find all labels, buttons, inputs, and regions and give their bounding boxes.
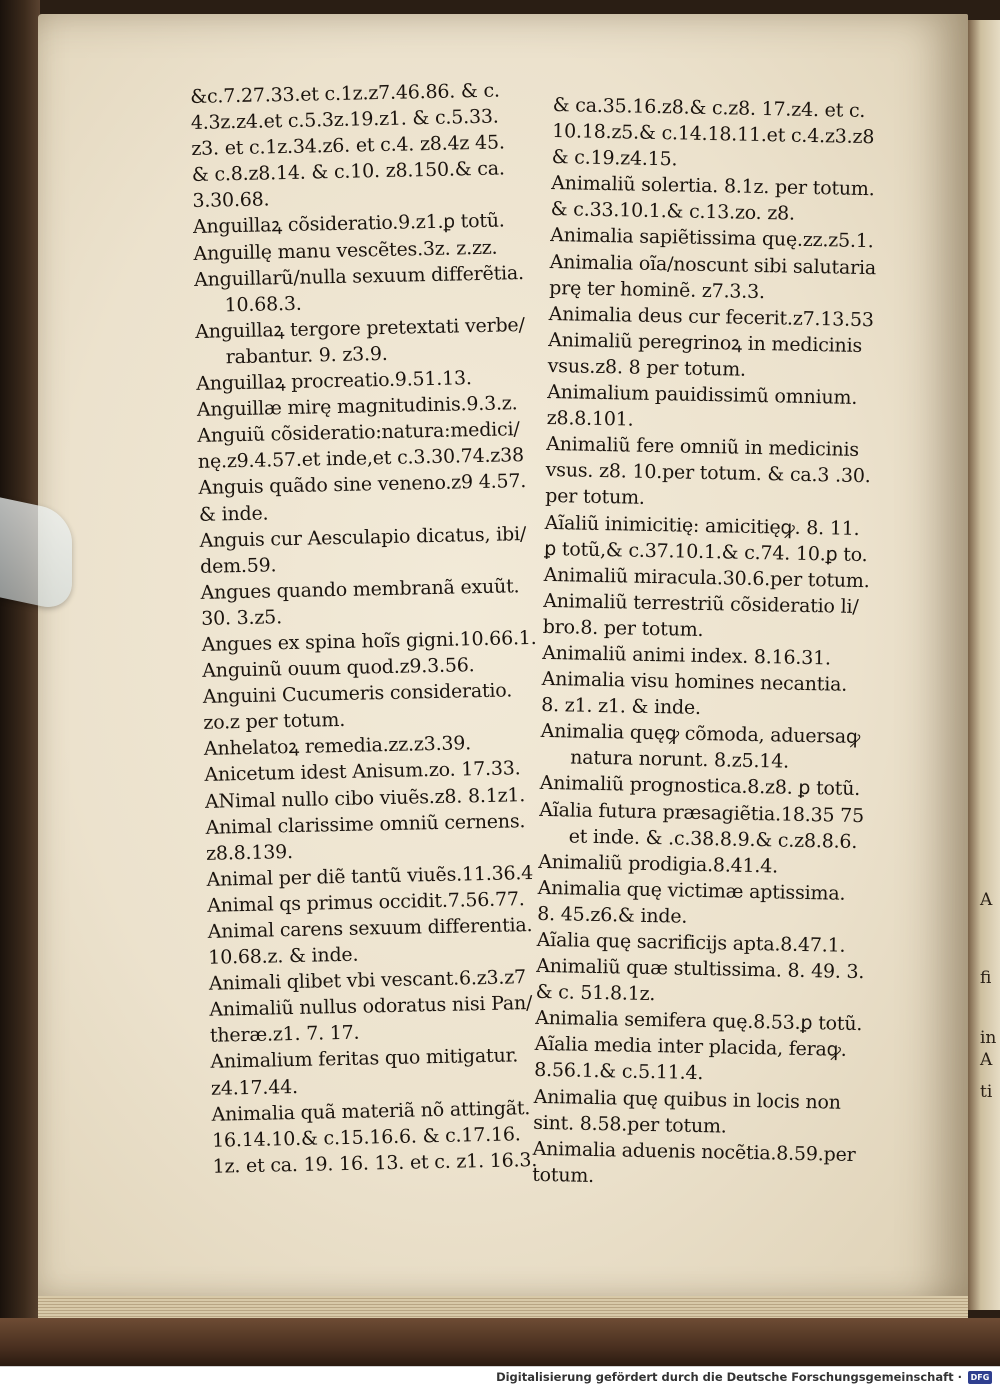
index-entry-line: Animaliũ terrestriũ cõsideratio li/ [543,589,859,618]
index-entry-line: dem.59. [199,553,277,578]
index-entry-line: z8.8.139. [205,840,294,865]
index-entry-line: Animalia quã materiã nõ attingãt. [211,1096,531,1126]
facing-page-fragment: fi [980,968,992,988]
funding-credit: Digitalisierung gefördert durch die Deutsche Forschungsgemeinschaft · [496,1370,962,1384]
digitization-footer [0,1366,1000,1389]
index-entry-line: Animaliũ solertia. 8.1z. per totum. [551,172,875,201]
index-entry-line: Animaliũ prodigia.8.41.4. [538,850,779,878]
index-entry-line: & inde. [198,501,269,526]
index-entry-line: vsus. z8. 10.per totum. & ca.3 .30. [545,459,871,488]
index-entry-line: Animalia semifera quę.8.53.ꝑ totũ. [535,1007,863,1036]
index-entry-line: Animal qs primus occidit.7.56.77. [206,888,525,917]
index-entry-line: Anguini Cucumeris consideratio. [202,679,513,709]
index-entry-line: Anguinũ ouum quod.z9.3.56. [202,654,475,682]
index-entry-line: Anguillaꝝ cõsideratio.9.z1.ꝑ totũ. [192,209,505,239]
index-entry-line: Animaliũ prognostica.8.z8. ꝑ totũ. [539,772,861,801]
index-entry-line: z8.8.101. [546,407,634,431]
facing-page-fragment: A [980,1050,993,1070]
index-entry-line: Anguillę manu vescẽtes.3z. z.zz. [193,236,498,265]
index-entry-line: Anguiũ cõsideratio:natura:medici/ [197,418,520,448]
index-entry-line: Aĩalia quę sacrificijs apta.8.47.1. [536,928,846,957]
index-entry-line: Animalia quęꝙ cõmoda, aduersaꝙ [540,720,861,749]
index-entry-line: Animaliũ peregrinoꝝ in medicinis [548,328,863,357]
index-entry-line: zo.z per totum. [203,709,346,735]
index-entry-line: Anhelatoꝝ remedia.zz.z3.39. [203,732,472,761]
index-entry-line: Animalia sapiẽtissima quę.zz.z5.1. [550,224,874,253]
index-entry-line: 10.68.z. & inde. [208,943,359,969]
index-entry-line: z3. et c.1z.34.z6. et c.4. z8.4z 45. [191,131,505,161]
index-entry-line: vsus.z8. 8 per totum. [547,354,747,381]
index-entry-line: 8. 45.z6.& inde. [537,902,688,928]
index-column-left [190,76,578,1179]
index-entry-line: Anicetum idest Anisum.zo. 17.33. [204,757,521,787]
index-entry-line: &c.7.27.33.et c.1z.z7.46.86. & c. [190,79,500,108]
index-entry-line: Animalia aduenis nocẽtia.8.59.per [532,1137,856,1166]
index-entry-line: Animalia deus cur fecerit.z7.13.53 [548,302,874,331]
index-entry-line: prę ter hominẽ. z7.3.3. [549,276,766,303]
page-edges [38,1296,968,1318]
index-entry-line: Anguis quãdo sine veneno.z9 4.57. [198,470,527,500]
index-entry-line: Anguillaꝝ tergore pretextati verbe/ [194,313,525,343]
index-entry-line: Animalia quę victimæ aptissima. [537,876,846,905]
facing-page-fragment: in [980,1028,997,1048]
index-entry-line: & c.8.z8.14. & c.10. z8.150.& ca. [191,157,505,187]
index-entry-line: Angues ex spina hoĩs gigni.10.66.1. [201,626,537,656]
index-entry-line: per totum. [545,485,645,510]
index-entry-line: sint. 8.58.per totum. [533,1111,727,1138]
index-entry-line: Aĩalia media inter placida, feraꝙ. [534,1033,847,1062]
index-entry-line: Animal per diẽ tantũ viuẽs.11.36.4 [206,861,534,891]
facing-page-strip [968,20,1000,1310]
index-entry-line: 16.14.10.& c.15.16.6. & c.17.16. [211,1123,521,1152]
index-entry-line: Angues quando membranã exuũt. [200,574,520,604]
index-entry-line: theræ.z1. 7. 17. [209,1022,360,1048]
index-entry-line: & ca.35.16.z8.& c.z8. 17.z4. et c. [552,93,866,122]
binding-bottom-edge [0,1318,1000,1366]
index-entry-line: Aĩaliũ inimicitię: amicitięꝙ. 8. 11. [544,511,860,540]
index-entry-line: Animaliũ nullus odoratus nisi Pan/ [209,992,533,1022]
index-entry-line: Aĩalia futura præsagiẽtia.18.35 75 [539,798,865,827]
index-entry-line: & c. 51.8.1z. [535,981,656,1006]
index-entry-line: Animalium pauidissimũ omnium. [547,380,858,409]
index-entry-line: ꝑ totũ,& c.37.10.1.& c.74. 10.ꝑ to. [544,537,868,566]
binding-left-edge [0,0,40,1366]
index-entry-line: Animalia quę quibus in locis non [533,1085,842,1114]
index-entry-line: rabantur. 9. z3.9. [225,342,388,369]
index-entry-line: ANimal nullo cibo viuẽs.z8. 8.1z1. [204,783,526,813]
index-entry-line: totum. [532,1163,595,1187]
index-entry-line: 8. z1. z1. & inde. [541,694,702,720]
index-entry-line: Animalia oĩa/noscunt sibi salutaria [549,250,877,279]
index-entry-line: 30. 3.z5. [200,606,283,630]
index-entry-line: 1z. et ca. 19. 16. 13. et c. z1. 16.3. [212,1148,538,1178]
index-entry-line: Animaliũ animi index. 8.16.31. [542,641,832,670]
index-entry-line: 4.3z.z4.et c.5.3z.19.z1. & c.5.33. [190,105,499,135]
index-entry-line: Anguillarũ/nulla sexuum differẽtia. [193,261,525,291]
index-entry-line: 8.56.1.& c.5.11.4. [534,1059,704,1085]
index-entry-line: natura norunt. 8.z5.14. [570,746,790,773]
index-entry-line: Anguis cur Aesculapio dicatus, ibi/ [199,522,527,552]
index-entry-line: Animal carens sexuum differentia. [207,914,533,943]
index-entry-line: Animaliũ miracula.30.6.per totum. [543,563,870,592]
index-entry-line: 10.68.3. [224,292,302,317]
index-entry-line: et inde. & .c.38.8.9.& c.z8.8.6. [568,825,858,853]
facing-page-fragment: A [980,890,993,910]
index-entry-line: 10.18.z5.& c.14.18.11.et c.4.z3.z8 [552,120,875,149]
index-entry-line: Animalium feritas quo mitigatur. [210,1044,519,1074]
index-entry-line: Animaliũ quæ stultissima. 8. 49. 3. [536,954,865,984]
dfg-logo: DFG [968,1371,992,1384]
index-entry-line: & c.33.10.1.& c.13.zo. z8. [550,198,796,226]
index-column-right [532,92,883,1194]
index-entry-line: Animaliũ fere omniũ in medicinis [546,433,860,462]
index-entry-line: Animal clarissime omniũ cernens. [205,809,526,839]
index-entry-line: nę.z9.4.57.et inde,et c.3.30.74.z38 [197,444,525,474]
index-entry-line: z4.17.44. [210,1075,299,1100]
index-entry-line: Animali qlibet vbi vescant.6.z3.z7 [208,966,527,995]
index-entry-line: & c.19.z4.15. [551,146,678,171]
index-entry-line: Animalia visu homines necantia. [541,667,848,696]
facing-page-fragment: ti [980,1082,993,1102]
index-entry-line: Anguillæ mirę magnitudinis.9.3.z. [196,392,518,422]
index-entry-line: bro.8. per totum. [542,615,704,641]
index-entry-line: Anguillaꝝ procreatio.9.51.13. [196,367,473,395]
index-entry-line: 3.30.68. [192,188,270,213]
